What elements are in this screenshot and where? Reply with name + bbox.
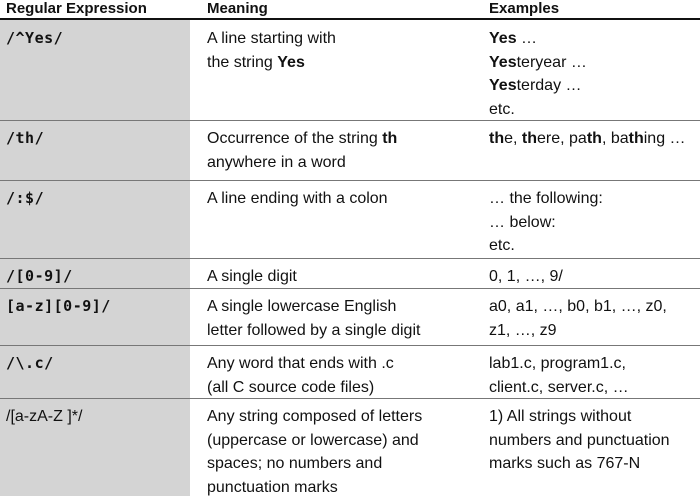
cell-line: [207, 405, 422, 429]
text-segment: 0, 1, …, 9/: [489, 268, 563, 285]
text-segment: teryear …: [517, 54, 587, 71]
header-meaning: Meaning: [207, 0, 268, 17]
cell-line: [489, 376, 629, 400]
text-segment: … below:: [489, 214, 556, 231]
cell-line: [489, 234, 603, 258]
cell-line: [489, 98, 587, 122]
text-segment: A line starting with: [207, 30, 336, 47]
regex-cell: /[0-9]/: [6, 265, 73, 289]
cell-line: [489, 211, 603, 235]
regex-cell: /:$/: [6, 187, 44, 211]
text-segment: letter followed by a single digit: [207, 322, 420, 339]
cell-line: [489, 452, 670, 476]
meaning-cell: [207, 265, 297, 289]
cell-line: [207, 452, 422, 476]
examples-cell: [489, 265, 563, 289]
cell-line: [489, 352, 629, 376]
cell-line: [489, 295, 667, 319]
bold-text: Yes: [489, 54, 517, 71]
text-segment: anywhere in a word: [207, 154, 346, 171]
cell-line: [489, 429, 670, 453]
text-segment: ing …: [644, 130, 686, 147]
text-segment: z1, …, z9: [489, 322, 557, 339]
bold-text: Yes: [489, 30, 517, 47]
text-segment: , ba: [602, 130, 629, 147]
bold-text: th: [522, 130, 537, 147]
meaning-cell: [207, 187, 388, 211]
text-segment: (uppercase or lowercase) and: [207, 432, 419, 449]
cell-line: [207, 27, 336, 51]
bold-text: Yes: [489, 77, 517, 94]
text-segment: the string: [207, 54, 277, 71]
text-segment: A single digit: [207, 268, 297, 285]
table-row: [0, 288, 700, 346]
table-header: [0, 0, 700, 20]
text-segment: terday …: [517, 77, 582, 94]
regex-cell: /\.c/: [6, 352, 54, 376]
meaning-cell: [207, 127, 397, 174]
cell-line: [207, 51, 336, 75]
text-segment: a0, a1, …, b0, b1, …, z0,: [489, 298, 667, 315]
text-segment: e,: [504, 130, 522, 147]
meaning-cell: [207, 27, 336, 74]
text-segment: ere, pa: [537, 130, 587, 147]
bold-text: Yes: [277, 54, 305, 71]
bold-text: th: [489, 130, 504, 147]
cell-line: [207, 319, 420, 343]
text-segment: … the following:: [489, 190, 603, 207]
cell-line: [207, 127, 397, 151]
cell-line: [489, 27, 587, 51]
cell-line: [489, 265, 563, 289]
cell-line: [207, 376, 394, 400]
bold-text: th: [382, 130, 397, 147]
cell-line: [489, 187, 603, 211]
cell-line: [207, 429, 422, 453]
table-row: [0, 258, 700, 289]
table-row: [0, 20, 700, 121]
examples-cell: [489, 352, 629, 399]
bold-text: th: [587, 130, 602, 147]
cell-line: [489, 74, 587, 98]
examples-cell: [489, 127, 686, 151]
examples-cell: [489, 187, 603, 258]
regex-cell: /th/: [6, 127, 44, 151]
regex-cell: /[a-zA-Z ]*/: [6, 405, 82, 429]
cell-line: [207, 187, 388, 211]
header-examples: Examples: [489, 0, 559, 17]
cell-line: [207, 295, 420, 319]
regex-cell: /^Yes/: [6, 27, 63, 51]
cell-line: [489, 405, 670, 429]
text-segment: (all C source code files): [207, 379, 374, 396]
examples-cell: [489, 405, 670, 476]
text-segment: Occurrence of the string: [207, 130, 382, 147]
table-row: [0, 180, 700, 259]
examples-cell: [489, 295, 667, 342]
text-segment: 1) All strings without: [489, 408, 631, 425]
text-segment: etc.: [489, 237, 515, 254]
text-segment: Any string composed of letters: [207, 408, 422, 425]
meaning-cell: [207, 352, 394, 399]
bold-text: th: [629, 130, 644, 147]
cell-line: [207, 352, 394, 376]
meaning-cell: [207, 295, 420, 342]
text-segment: A line ending with a colon: [207, 190, 388, 207]
cell-line: [207, 476, 422, 499]
text-segment: marks such as 767-N: [489, 455, 640, 472]
table-row: [0, 398, 700, 496]
text-segment: Any word that ends with .c: [207, 355, 394, 372]
examples-cell: [489, 27, 587, 121]
text-segment: A single lowercase English: [207, 298, 396, 315]
header-regular-expression: Regular Expression: [6, 0, 147, 17]
text-segment: punctuation marks: [207, 479, 338, 496]
text-segment: …: [517, 30, 537, 47]
table-row: [0, 345, 700, 399]
cell-line: [207, 151, 397, 175]
text-segment: etc.: [489, 101, 515, 118]
text-segment: numbers and punctuation: [489, 432, 670, 449]
text-segment: spaces; no numbers and: [207, 455, 382, 472]
cell-line: [207, 265, 297, 289]
text-segment: client.c, server.c, …: [489, 379, 629, 396]
meaning-cell: [207, 405, 422, 499]
text-segment: lab1.c, program1.c,: [489, 355, 626, 372]
cell-line: [489, 319, 667, 343]
cell-line: [489, 127, 686, 151]
cell-line: [489, 51, 587, 75]
table-row: [0, 120, 700, 181]
regex-cell: [a-z][0-9]/: [6, 295, 111, 319]
